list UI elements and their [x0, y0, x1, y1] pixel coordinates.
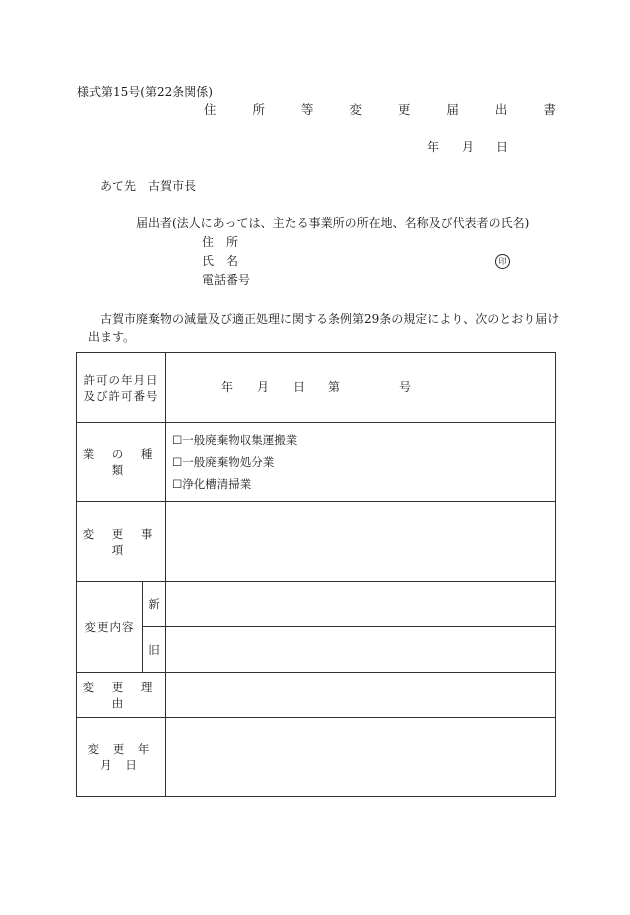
business-type-row [77, 423, 556, 502]
permit-day: 日 [293, 379, 306, 394]
date-month: 月 [462, 140, 475, 154]
change-date-value[interactable] [166, 718, 556, 797]
change-reason-row [77, 673, 556, 718]
document-title: 住 所 等 変 更 届 出 書 [204, 102, 572, 117]
business-type-option-collection[interactable]: ☐一般廃棄物収集運搬業 [172, 433, 298, 447]
permit-go: 号 [399, 379, 412, 394]
applicant-address-label: 住 所 [202, 235, 239, 249]
seal-mark-text: 印 [495, 254, 510, 269]
change-item-value[interactable] [166, 502, 556, 582]
change-item-row [77, 502, 556, 582]
seal-mark [495, 254, 510, 269]
applicant-name-label: 氏 名 [202, 254, 239, 268]
change-content-label: 変更内容 [77, 582, 143, 673]
permit-label-cell [77, 353, 166, 423]
change-content-old-row [77, 627, 556, 673]
form-number: 様式第15号(第22条関係) [77, 85, 213, 99]
change-item-label: 変 更 事 項 [82, 526, 160, 557]
business-type-option-septic[interactable]: ☐浄化槽清掃業 [172, 477, 252, 491]
date-year: 年 [427, 140, 440, 154]
change-reason-value[interactable] [166, 673, 556, 718]
change-content-new-value[interactable] [166, 582, 556, 627]
notification-form-table [76, 352, 556, 797]
change-reason-label-cell [77, 673, 166, 718]
change-content-new-row [77, 582, 556, 627]
body-text-line-2: 出ます。 [88, 330, 136, 344]
permit-row [77, 353, 556, 423]
change-date-label: 変 更 年 月 日 [87, 742, 155, 772]
addressee-prefix: あて先 [100, 179, 137, 193]
permit-year: 年 [221, 379, 234, 394]
change-date-row [77, 718, 556, 797]
business-type-label: 業 の 種 類 [82, 447, 160, 477]
change-content-old-value[interactable] [166, 627, 556, 673]
business-type-options [166, 423, 556, 502]
addressee-name: 古賀市長 [148, 179, 197, 193]
change-date-label-cell [77, 718, 166, 797]
change-item-label-cell [77, 502, 166, 582]
old-label: 旧 [143, 627, 166, 673]
permit-label-line-2: 及び許可番号 [83, 388, 159, 403]
change-reason-label: 変 更 理 由 [82, 680, 160, 710]
applicant-phone-label: 電話番号 [202, 273, 251, 287]
body-text-line-1: 古賀市廃棄物の減量及び適正処理に関する条例第29条の規定により、次のとおり届け [100, 312, 560, 326]
permit-value-cell[interactable] [166, 353, 556, 423]
date-day: 日 [496, 140, 509, 154]
permit-month: 月 [257, 379, 270, 394]
permit-label-line-1: 許可の年月日 [83, 372, 159, 387]
applicant-heading: 届出者(法人にあっては、主たる事業所の所在地、名称及び代表者の氏名) [136, 216, 530, 230]
permit-dai: 第 [328, 379, 341, 394]
new-label: 新 [143, 582, 166, 627]
business-type-label-cell [77, 423, 166, 502]
business-type-option-disposal[interactable]: ☐一般廃棄物処分業 [172, 455, 275, 469]
